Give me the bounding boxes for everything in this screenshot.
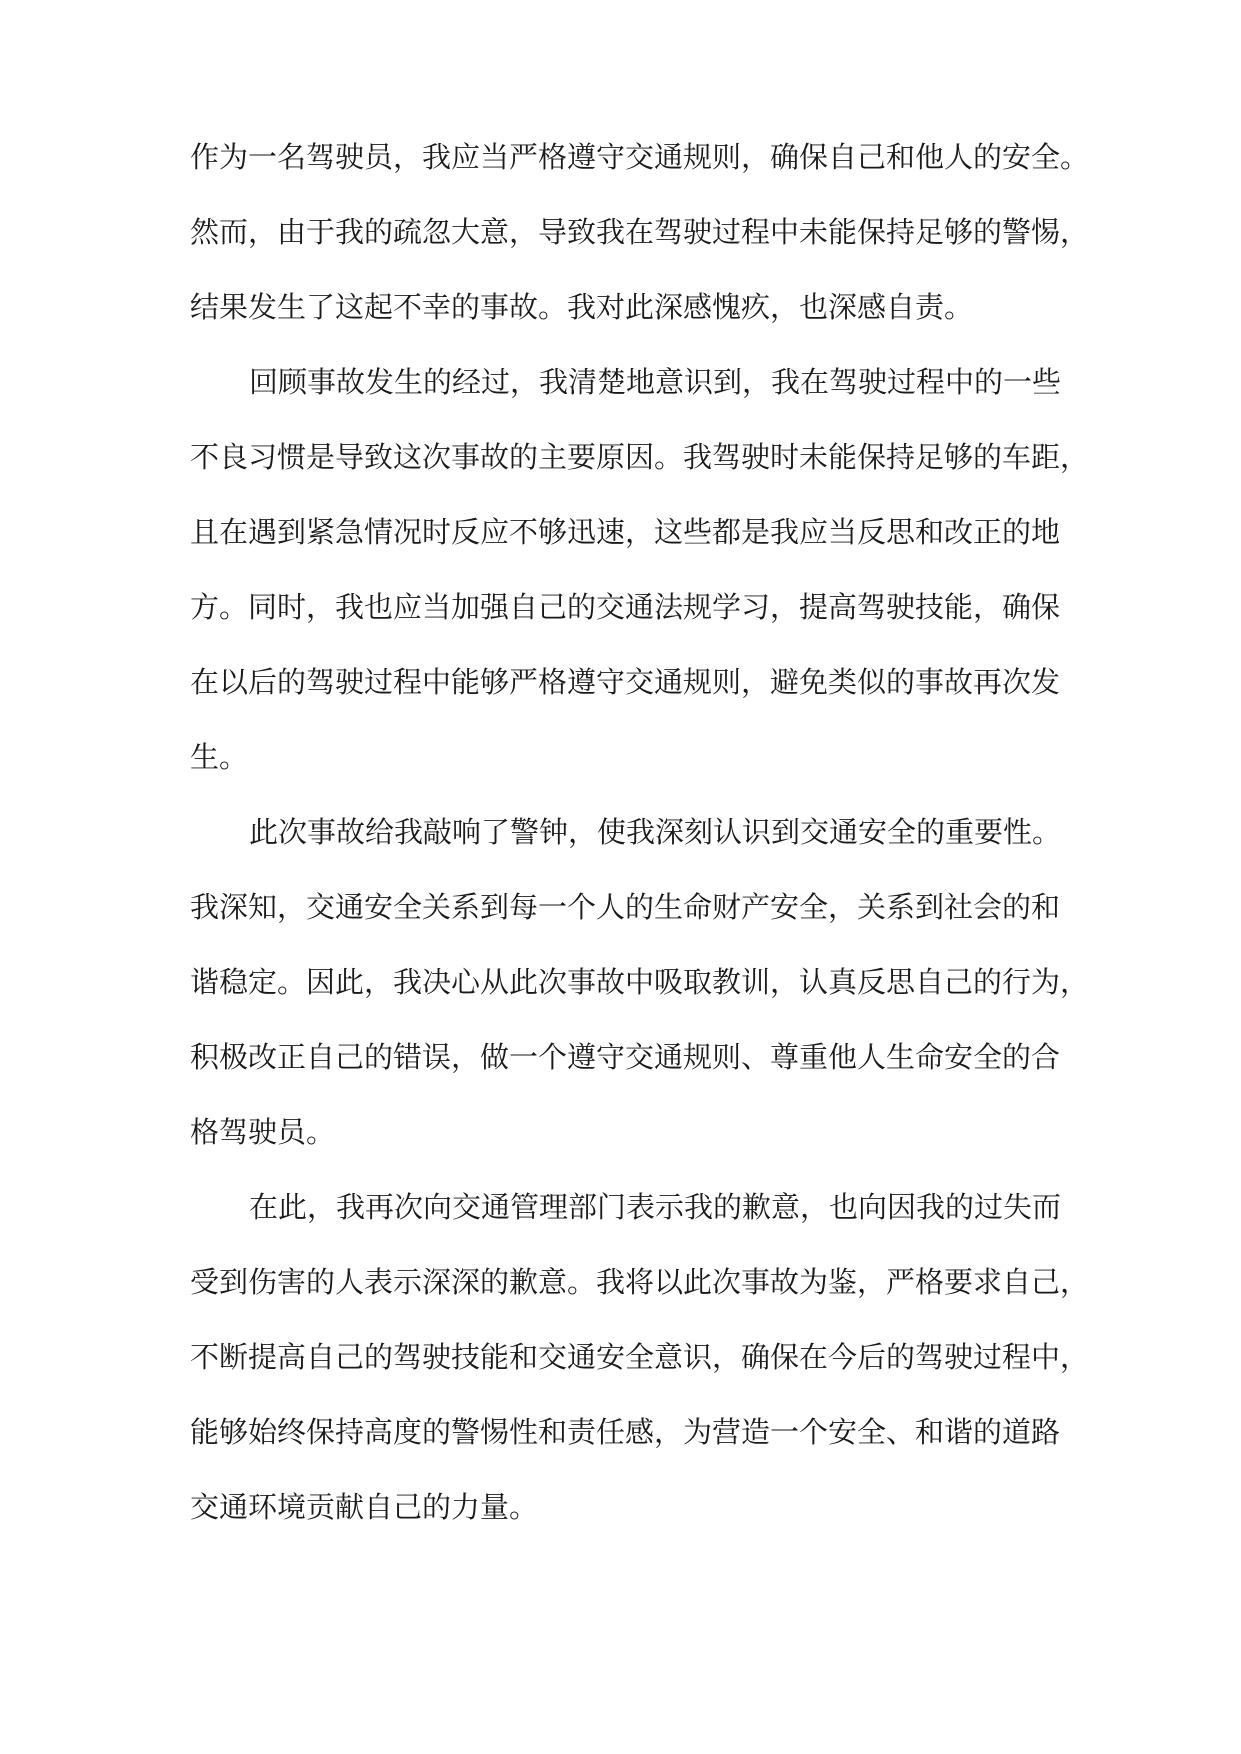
text-line: 谐稳定。因此，我决心从此次事故中吸取教训，认真反思自己的行为，	[190, 965, 1090, 999]
text-line: 不断提高自己的驾驶技能和交通安全意识，确保在今后的驾驶过程中，	[190, 1340, 1090, 1374]
text-line: 此次事故给我敲响了警钟，使我深刻认识到交通安全的重要性。	[249, 815, 1062, 849]
text-line: 在以后的驾驶过程中能够严格遵守交通规则，避免类似的事故再次发	[190, 665, 1061, 699]
text-line: 生。	[190, 740, 249, 774]
text-line: 作为一名驾驶员，我应当严格遵守交通规则，确保自己和他人的安全。	[190, 140, 1090, 174]
text-line: 在此，我再次向交通管理部门表示我的歉意，也向因我的过失而	[249, 1190, 1062, 1224]
text-line: 然而，由于我的疏忽大意，导致我在驾驶过程中未能保持足够的警惕，	[190, 215, 1090, 249]
text-line: 结果发生了这起不幸的事故。我对此深感愧疚，也深感自责。	[190, 290, 974, 324]
text-line: 回顾事故发生的经过，我清楚地意识到，我在驾驶过程中的一些	[249, 365, 1062, 399]
text-line: 方。同时，我也应当加强自己的交通法规学习，提高驾驶技能，确保	[190, 590, 1061, 624]
text-line: 交通环境贡献自己的力量。	[190, 1490, 539, 1524]
text-line: 我深知，交通安全关系到每一个人的生命财产安全，关系到社会的和	[190, 890, 1061, 924]
text-line: 格驾驶员。	[190, 1115, 336, 1149]
text-line: 积极改正自己的错误，做一个遵守交通规则、尊重他人生命安全的合	[190, 1040, 1061, 1074]
text-line: 能够始终保持高度的警惕性和责任感，为营造一个安全、和谐的道路	[190, 1415, 1061, 1449]
text-line: 不良习惯是导致这次事故的主要原因。我驾驶时未能保持足够的车距，	[190, 440, 1090, 474]
text-line: 受到伤害的人表示深深的歉意。我将以此次事故为鉴，严格要求自己，	[190, 1265, 1090, 1299]
text-line: 且在遇到紧急情况时反应不够迅速，这些都是我应当反思和改正的地	[190, 515, 1061, 549]
